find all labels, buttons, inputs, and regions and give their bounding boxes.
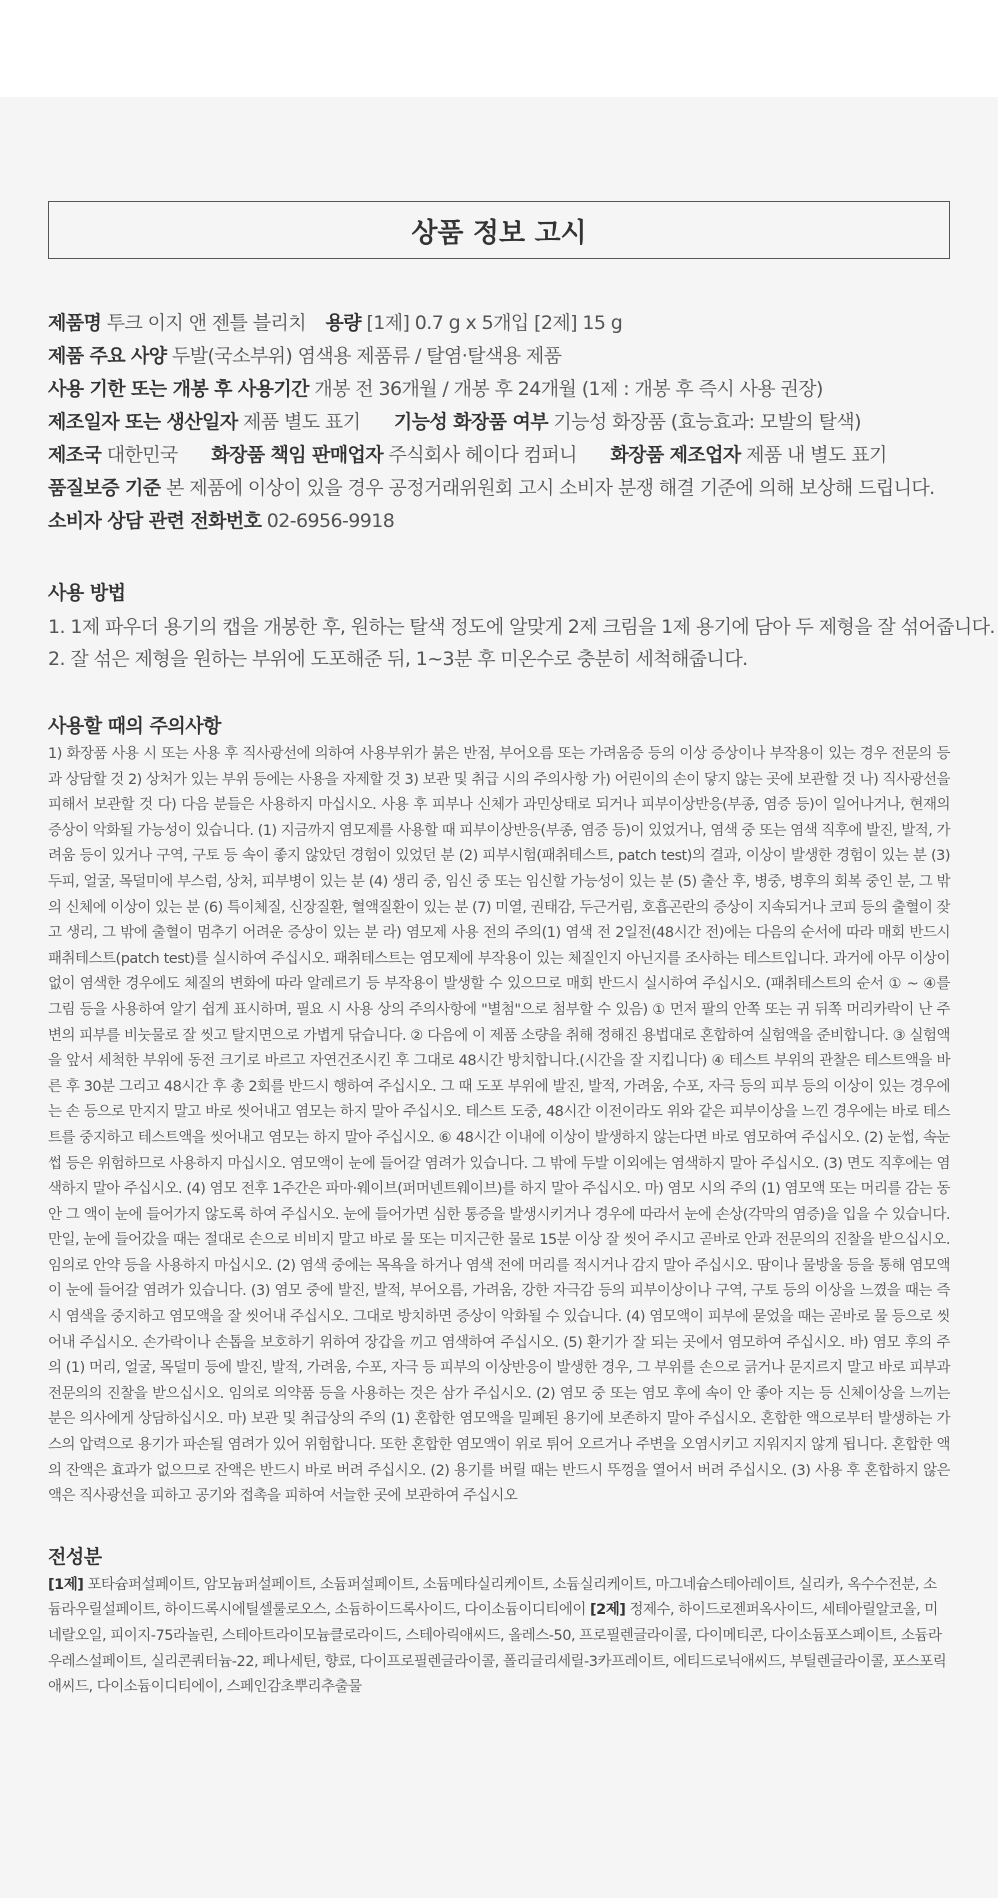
expiry-label: 사용 기한 또는 개봉 후 사용기간 <box>48 378 309 400</box>
mfg-date-label: 제조일자 또는 생산일자 <box>48 411 238 433</box>
manufacturer-label: 화장품 제조업자 <box>610 444 741 466</box>
part2-label: [2제] <box>590 1602 626 1619</box>
usage-step: 2. 잘 섞은 제형을 원하는 부위에 도포해준 뒤, 1~3분 후 미온수로 충분히 세척해줍니다. <box>48 648 748 670</box>
country-label: 제조국 <box>48 444 102 466</box>
country-value: 대한민국 <box>106 444 178 466</box>
info-line-name-volume <box>48 307 950 340</box>
top-header-area <box>0 0 998 97</box>
phone-label: 소비자 상담 관련 전화번호 <box>48 510 262 532</box>
seller-label: 화장품 책임 판매업자 <box>211 444 384 466</box>
volume-value: [1제] 0.7 g x 5개입 [2제] 15 g <box>366 312 623 334</box>
part1-label: [1제] <box>48 1576 84 1593</box>
main-spec-label: 제품 주요 사양 <box>48 345 167 367</box>
usage-section <box>48 578 995 675</box>
mfg-date-value: 제품 별도 표기 <box>243 411 361 433</box>
info-line-warranty <box>48 472 950 505</box>
usage-heading: 사용 방법 <box>48 582 126 604</box>
ingredients-heading: 전성분 <box>48 1545 102 1568</box>
product-name-label: 제품명 <box>48 312 102 334</box>
warranty-label: 품질보증 기준 <box>48 477 161 499</box>
caution-text: 1) 화장품 사용 시 또는 사용 후 직사광선에 의하여 사용부위가 붉은 반점, 부어오름 또는 가려움증 등의 이상 증상이나 부작용이 있는 경우 전문의 등과 상담할 것 2) 상처가 있는 부위 등에는 사용을 자제할 것 3) 보관 및 취급 시의 주의사항 가) 어린이의 손이 닿지 않는 곳에 보관할 것 나) 직사광선을 피해서 보관할 것 다) 다음 분들은 사용하지 마십시오. 사용 후 피부나 신체가 과민상태로 되거나 피부이상반응(부종, 염증 등)이 일어나거나, 현재의 증상이 악화될 가능성이 있습니다. (1) 지금까지 염모제를 사용할 때 피부이상반응(부종, 염증 등)이 있었거나, 염색 중 또는 염색 직후에 발진, 발적, 가려움 등이 있거나 구역, 구토 등 속이 좋지 않았던 경험이 있었던 분 (2) 피부시험(패취테스트, patch test)의 결과, 이상이 발생한 경험이 있는 분 (3) 두피, 얼굴, 목덜미에 부스럼, 상처, 피부병이 있는 분 (4) 생리 중, 임신 중 또는 임신할 가능성이 있는 분 (5) 출산 후, 병중, 병후의 회복 중인 분, 그 밖의 신체에 이상이 있는 분 (6) 특이체질, 신장질환, 혈액질환이 있는 분 (7) 미열, 권태감, 두근거림, 호흡곤란의 증상이 지속되거나 코피 등의 출혈이 잦고 생리, 그 밖에 출혈이 멈추기 어려운 증상이 있는 분 라) 염모제 사용 전의 주의(1) 염색 전 2일전(48시간 전)에는 다음의 순서에 따라 매회 반드시 패취테스트(patch test)를 실시하여 주십시오. 패취테스트는 염모제에 부작용이 있는 체질인지 아닌지를 조사하는 테스트입니다. 과거에 아무 이상이 없이 염색한 경우에도 체질의 변화에 따라 알레르기 등 부작용이 발생할 수 있으므로 매회 반드시 실시하여 주십시오. (패취테스트의 순서 ① ~ ④를 그림 등을 사용하여 알기 쉽게 표시하며, 필요 시 사용 상의 주의사항에 "별첨"으로 첨부할 수 있음) ① 먼저 팔의 안쪽 또는 귀 뒤쪽 머리카락이 난 주변의 피부를 비눗물로 잘 씻고 탈지면으로 가볍게 닦습니다. ② 다음에 이 제품 소량을 취해 정해진 용법대로 혼합하여 실험액을 준비합니다. ③ 실험액을 앞서 세척한 부위에 동전 크기로 바르고 자연건조시킨 후 그대로 48시간 방치합니다.(시간을 잘 지킵니다) ④ 테스트 부위의 관찰은 테스트액을 바른 후 30분 그리고 48시간 후 총 2회를 반드시 행하여 주십시오. 그 때 도포 부위에 발진, 발적, 가려움, 수포, 자극 등의 피부 등의 이상이 있는 경우에는 손 등으로 만지지 말고 바로 씻어내고 염모는 하지 말아 주십시오. 테스트 도중, 48시간 이전이라도 위와 같은 피부이상을 느낀 경우에는 바로 테스트를 중지하고 테스트액을 씻어내고 염모는 하지 말아 주십시오. ⑥ 48시간 이내에 이상이 발생하지 않는다면 바로 염모하여 주십시오. (2) 눈썹, 속눈썹 등은 위험하므로 사용하지 마십시오. 염모액이 눈에 들어갈 염려가 있습니다. 그 밖에 두발 이외에는 염색하지 말아 주십시오. (3) 면도 직후에는 염색하지 말아 주십시오. (4) 염모 전후 1주간은 파마·웨이브(퍼머넨트웨이브)를 하지 말아 주십시오. 마) 염모 시의 주의 (1) 염모액 또는 머리를 감는 동안 그 액이 눈에 들어가지 않도록 하여 주십시오. 눈에 들어가면 심한 통증을 발생시키거나 경우에 따라서 눈에 손상(각막의 염증)을 입을 수 있습니다. 만일, 눈에 들어갔을 때는 절대로 손으로 비비지 말고 바로 물 또는 미지근한 물로 15분 이상 잘 씻어 주시고 곧바로 안과 전문의의 진찰을 받으십시오. 임의로 안약 등을 사용하지 마십시오. (2) 염색 중에는 목욕을 하거나 염색 전에 머리를 적시거나 감지 말아 주십시오. 땀이나 물방울 등을 통해 염모액이 눈에 들어갈 염려가 있습니다. (3) 염모 중에 발진, 발적, 부어오름, 가려움, 강한 자극감 등의 피부이상이나 구역, 구토 등의 이상을 느꼈을 때는 즉시 염색을 중지하고 염모액을 잘 씻어내 주십시오. 그대로 방치하면 증상이 악화될 수 있습니다. (4) 염모액이 피부에 묻었을 때는 곧바로 물 등으로 씻어내 주십시오. 손가락이나 손톱을 보호하기 위하여 장갑을 끼고 염색하여 주십시오. (5) 환기가 잘 되는 곳에서 염모하여 주십시오. 바) 염모 후의 주의 (1) 머리, 얼굴, 목덜미 등에 발진, 발적, 가려움, 수포, 자극 등 피부의 이상반응이 발생한 경우, 그 부위를 손으로 긁거나 문지르지 말고 바로 피부과 전문의의 진찰을 받으십시오. 임의로 의약품 등을 사용하는 것은 삼가 주십시오. (2) 염모 중 또는 염모 후에 속이 안 좋아 지는 등 신체이상을 느끼는 분은 의사에게 상담하십시오. 마) 보관 및 취급상의 주의 (1) 혼합한 염모액을 밀폐된 용기에 보존하지 말아 주십시오. 혼합한 액으로부터 발생하는 가스의 압력으로 용기가 파손될 염려가 있어 위험합니다. 또한 혼합한 염모액이 위로 튀어 오르거나 주변을 오염시키고 지워지지 않게 됩니다. 혼합한 액의 잔액은 효과가 없으므로 잔액은 반드시 바로 버려 주십시오. (2) 용기를 버릴 때는 반드시 뚜껑을 열어서 버려 주십시오. (3) 사용 후 혼합하지 않은 액은 직사광선을 피하고 공기와 접촉을 피하여 서늘한 곳에 보관하여 주십시오 <box>48 746 950 1505</box>
part2-ingredients: 정제수, 하이드로젠퍼옥사이드, 세테아릴알코올, 미네랄오일, 피이지-75라놀린, 스테아트라이모늄클로라이드, 스테아릭애씨드, 올레스-50, 프로필렌글라이콜, 다이메티콘, 다이소듐포스페이트, 소듐라우레스설페이트, 실리콘쿼터늄-22, 페나세틴, 향료, 다이프로필렌글라이콜, 폴리글리세릴-3카프레이트, 에티드로닉애씨드, 부틸렌글라이콜, 포스포릭애씨드, 다이소듐이디티에이, 스페인감초뿌리추출물 <box>48 1602 947 1696</box>
seller-value: 주식회사 헤이다 컴퍼니 <box>388 444 577 466</box>
usage-step: 1. 1제 파우더 용기의 캡을 개봉한 후, 원하는 탈색 정도에 알맞게 2제 크림을 1제 용기에 담아 두 제형을 잘 섞어줍니다. <box>48 616 995 638</box>
info-line-main-spec <box>48 340 950 373</box>
product-info-notice <box>0 97 998 1701</box>
info-line-phone <box>48 505 950 538</box>
info-line-expiry <box>48 373 950 406</box>
info-line-mfg-date <box>48 406 950 439</box>
warranty-value: 본 제품에 이상이 있을 경우 공정거래위원회 고시 소비자 분쟁 해결 기준에 의해 보상해 드립니다. <box>166 477 935 499</box>
functional-value: 기능성 화장품 (효능효과: 모발의 탈색) <box>553 411 861 433</box>
caution-section <box>48 711 950 1510</box>
phone-value: 02-6956-9918 <box>266 510 395 532</box>
main-spec-value: 두발(국소부위) 염색용 제품류 / 탈염·탈색용 제품 <box>172 345 562 367</box>
ingredients-section <box>48 1542 950 1701</box>
manufacturer-value: 제품 내 별도 표기 <box>746 444 887 466</box>
page-title: 상품 정보 고시 <box>48 201 950 259</box>
caution-heading: 사용할 때의 주의사항 <box>48 715 221 737</box>
volume-label: 용량 <box>325 312 361 334</box>
expiry-value: 개봉 전 36개월 / 개봉 후 24개월 (1제 : 개봉 후 즉시 사용 권장) <box>314 378 823 400</box>
product-info-list <box>48 307 950 538</box>
ingredients-text <box>48 1573 950 1701</box>
info-line-country <box>48 439 950 472</box>
part1-ingredients: 포타슘퍼설페이트, 암모늄퍼설페이트, 소듐퍼설페이트, 소듐메타실리케이트, 소듐실리케이트, 마그네슘스테아레이트, 실리카, 옥수수전분, 소듐라우릴설페이트, 하이드록시에틸셀룰로오스, 소듐하이드록사이드, 다이소듐이디티에이 <box>48 1576 937 1619</box>
functional-label: 기능성 화장품 여부 <box>393 411 548 433</box>
product-name-value: 투크 이지 앤 젠틀 블리치 <box>106 312 307 334</box>
